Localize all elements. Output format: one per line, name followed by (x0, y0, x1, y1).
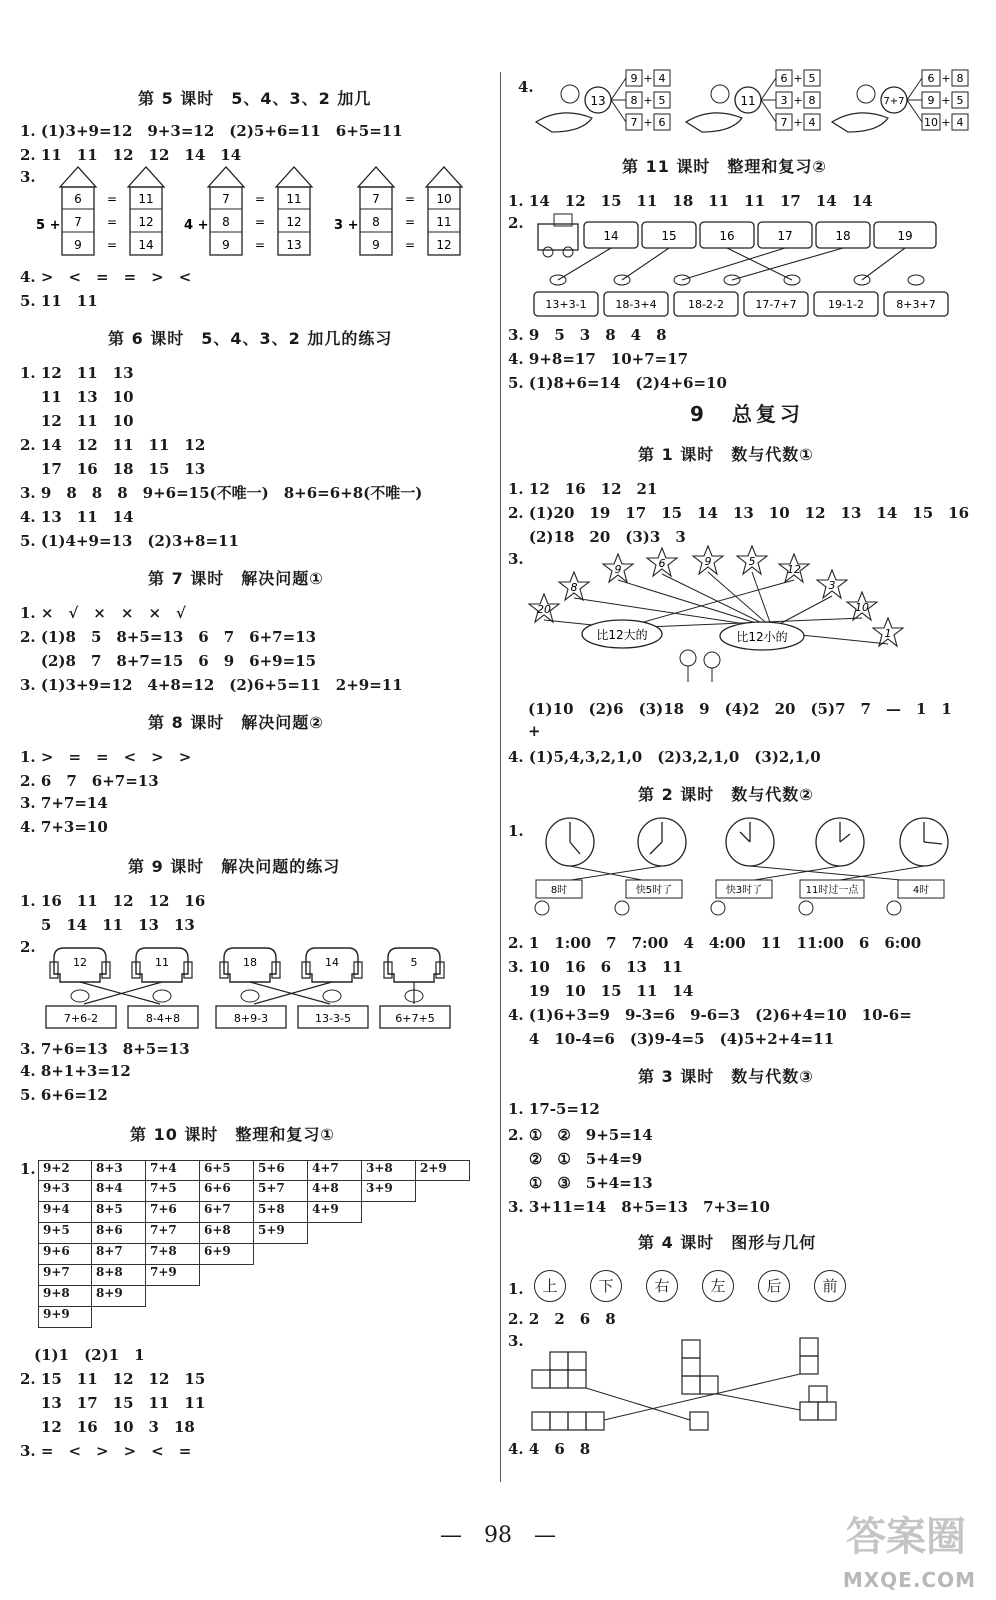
svg-text:8时: 8时 (550, 885, 568, 896)
matching-lines (80, 982, 414, 1004)
svg-text:11: 11 (155, 956, 169, 969)
table-cell: 9+6 (38, 1244, 92, 1265)
svg-text:快5时了: 快5时了 (635, 885, 673, 896)
cat-icon (857, 85, 875, 103)
direction-circle: 前 (814, 1270, 846, 1302)
svg-text:9: 9 (614, 563, 622, 576)
table-cell: 8+7 (92, 1244, 146, 1265)
table-cell: 9+5 (38, 1223, 92, 1244)
review-2-title: 第 2 课时 数与代数② (638, 785, 814, 804)
answer-line: 5. 6+6=12 (20, 1086, 108, 1104)
sofa-icon (132, 948, 192, 982)
dolphin-icon (536, 113, 592, 132)
svg-text:+: + (793, 116, 803, 129)
svg-text:快3时了: 快3时了 (725, 885, 763, 896)
svg-text:12: 12 (138, 215, 154, 229)
answer-line: + (528, 722, 541, 740)
puppy-icons (71, 990, 423, 1002)
svg-text:18-2-2: 18-2-2 (688, 298, 724, 311)
svg-text:6: 6 (927, 72, 935, 85)
svg-text:8-4+8: 8-4+8 (145, 1012, 181, 1025)
table-cell: 9+8 (38, 1286, 92, 1307)
table-cell: 7+4 (146, 1160, 200, 1181)
svg-text:+: + (941, 94, 951, 107)
table-cell: 6+9 (200, 1244, 254, 1265)
svg-text:+: + (941, 116, 951, 129)
answer-line: 3. 7+6=13 8+5=13 (20, 1040, 190, 1058)
answer-line: 3. 7+7=14 (20, 794, 108, 812)
svg-text:=: = (404, 238, 416, 252)
table-cell: 9+9 (38, 1307, 92, 1328)
sofa-icon (302, 948, 362, 982)
bubble-greater: 比12大的 (596, 628, 648, 642)
svg-text:8: 8 (372, 215, 380, 229)
svg-text:7: 7 (372, 192, 380, 206)
svg-text:14: 14 (138, 238, 154, 252)
answer-line: 3. 10 16 6 13 11 (508, 958, 683, 976)
train-cars (584, 222, 936, 248)
expression-cards (46, 1006, 450, 1028)
answer-line: 4. (1)6+3=9 9-3=6 9-6=3 (2)6+4=10 10-6= (508, 1006, 912, 1024)
svg-text:11时过一点: 11时过一点 (805, 885, 859, 896)
svg-text:4: 4 (956, 116, 964, 129)
table-cell: 3+8 (362, 1160, 416, 1181)
svg-text:12: 12 (436, 238, 452, 252)
answer-line: 3. (508, 550, 524, 568)
sofa-icon (50, 948, 110, 982)
addend-label: 3 + (334, 218, 359, 233)
answer-line: 4. 13 11 14 (20, 508, 134, 526)
svg-text:7: 7 (630, 116, 638, 129)
answer-line: 5. 11 11 (20, 292, 98, 310)
answer-line: 4. (518, 78, 534, 96)
svg-text:10: 10 (855, 601, 869, 614)
sofa-group (50, 948, 444, 982)
table-cell: 7+5 (146, 1181, 200, 1202)
svg-text:19: 19 (897, 229, 913, 243)
svg-text:9: 9 (927, 94, 935, 107)
addend-label: 4 + (184, 218, 209, 233)
svg-text:8: 8 (630, 94, 638, 107)
answer-line: 13 17 15 11 11 (20, 1394, 206, 1412)
dolphin-icon (686, 113, 742, 132)
svg-text:6: 6 (658, 557, 666, 570)
svg-text:5: 5 (956, 94, 964, 107)
table-cell: 7+6 (146, 1202, 200, 1223)
table-cell: 6+7 (200, 1202, 254, 1223)
answer-line: 2. (1)20 19 17 15 14 13 10 12 13 14 15 16 (508, 504, 970, 522)
svg-text:7: 7 (74, 215, 82, 229)
answer-line: 19 10 15 11 14 (508, 982, 694, 1000)
direction-circle: 下 (590, 1270, 622, 1302)
answer-line: 4. > < = = > < (20, 268, 192, 286)
svg-text:12: 12 (787, 563, 801, 576)
svg-text:7: 7 (780, 116, 788, 129)
svg-text:13: 13 (286, 238, 302, 252)
cat-icon (711, 85, 729, 103)
svg-text:18: 18 (243, 956, 257, 969)
watermark-logo: 答案圈 (846, 1514, 966, 1560)
house-group-1 (36, 167, 164, 255)
house-group-3 (334, 167, 462, 255)
watermark-url: MXQE.COM (842, 1568, 976, 1592)
answer-line: 1. 12 11 13 (20, 364, 134, 382)
answer-line: 2. 11 11 12 12 14 14 (20, 146, 242, 164)
sign-cards (536, 880, 944, 898)
svg-text:10: 10 (924, 116, 938, 129)
dolphin-icon (832, 113, 888, 132)
cube-matching-diagram (522, 1330, 842, 1434)
table-cell: 8+4 (92, 1181, 146, 1202)
addition-table (38, 1160, 470, 1328)
answer-line: 2. ① ② 9+5=14 (508, 1126, 653, 1144)
svg-text:6: 6 (658, 116, 666, 129)
svg-text:15: 15 (661, 229, 677, 243)
answer-line: 4 10-4=6 (3)9-4=5 (4)5+2+4=11 (508, 1030, 835, 1048)
svg-text:8: 8 (570, 581, 578, 594)
answer-line: 11 13 10 (20, 388, 134, 406)
cube-shapes (532, 1338, 836, 1430)
svg-text:=: = (404, 215, 416, 229)
sofa-icon (384, 948, 444, 982)
review-3-title: 第 3 课时 数与代数③ (638, 1067, 814, 1086)
table-cell: 6+8 (200, 1223, 254, 1244)
svg-text:9: 9 (222, 238, 230, 252)
svg-text:=: = (106, 215, 118, 229)
table-cell: 8+3 (92, 1160, 146, 1181)
answer-line: (2)18 20 (3)3 3 (508, 528, 686, 546)
table-cell: 9+3 (38, 1181, 92, 1202)
svg-text:+: + (941, 72, 951, 85)
table-cell: 4+7 (308, 1160, 362, 1181)
table-cell: 3+9 (362, 1181, 416, 1202)
answer-line: ① ③ 5+4=13 (508, 1174, 653, 1192)
svg-text:8: 8 (808, 94, 816, 107)
svg-text:5: 5 (658, 94, 666, 107)
answer-line: 4. 4 6 8 (508, 1440, 591, 1458)
answer-line: 2. 1 1:00 7 7:00 4 4:00 11 11:00 6 6:00 (508, 934, 922, 952)
review-1-title: 第 1 课时 数与代数① (638, 445, 814, 464)
table-cell: 8+9 (92, 1286, 146, 1307)
svg-text:13: 13 (590, 94, 606, 108)
sofa-icon (220, 948, 280, 982)
kid-icons (535, 901, 901, 915)
answer-line: 2. (1)8 5 8+5=13 6 7 6+7=13 (20, 628, 317, 646)
answer-line: 17 16 18 15 13 (20, 460, 206, 478)
answer-line: 3. 3+11=14 8+5=13 7+3=10 (508, 1198, 770, 1216)
svg-text:9: 9 (74, 238, 82, 252)
svg-text:18-3+4: 18-3+4 (615, 298, 657, 311)
svg-text:7: 7 (222, 192, 230, 206)
svg-text:6: 6 (780, 72, 788, 85)
answer-line: 4. 9+8=17 10+7=17 (508, 350, 689, 368)
answer-line: 2. 2 2 6 8 (508, 1310, 616, 1328)
table-cell: 7+9 (146, 1265, 200, 1286)
answer-line: 2. 15 11 12 12 15 (20, 1370, 206, 1388)
lesson-7-title: 第 7 课时 解决问题① (148, 569, 324, 588)
svg-text:8: 8 (222, 215, 230, 229)
svg-text:9: 9 (704, 555, 712, 568)
unit-title: 9 总复习 (690, 402, 804, 426)
answer-line: 2. (20, 938, 36, 956)
table-cell: 9+2 (38, 1160, 92, 1181)
svg-text:9: 9 (372, 238, 380, 252)
sum-group-3 (832, 70, 968, 132)
clock-icons (546, 818, 948, 866)
answer-line: 3. (1)3+9=12 4+8=12 (2)6+5=11 2+9=11 (20, 676, 403, 694)
answer-line: 5. (1)8+6=14 (2)4+6=10 (508, 374, 727, 392)
table-cell: 8+6 (92, 1223, 146, 1244)
svg-text:16: 16 (719, 229, 735, 243)
answer-line: 12 16 10 3 18 (20, 1418, 195, 1436)
answer-line: 1. 14 12 15 11 18 11 11 17 14 14 (508, 192, 873, 210)
children-icon (680, 650, 720, 682)
svg-text:11: 11 (740, 94, 756, 108)
lesson-9-title: 第 9 课时 解决问题的练习 (128, 857, 341, 876)
answer-line: 1. 12 16 12 21 (508, 480, 658, 498)
answer-line: 3. = < > > < = (20, 1442, 192, 1460)
svg-text:8+3+7: 8+3+7 (896, 298, 936, 311)
svg-text:=: = (254, 238, 266, 252)
direction-circle: 上 (534, 1270, 566, 1302)
table-cell: 4+9 (308, 1202, 362, 1223)
bubble-less: 比12小的 (736, 630, 788, 644)
svg-text:+: + (793, 94, 803, 107)
answer-line: 1. (1)3+9=12 9+3=12 (2)5+6=11 6+5=11 (20, 122, 403, 140)
sum-group-1 (536, 70, 670, 132)
svg-text:6+7+5: 6+7+5 (395, 1012, 435, 1025)
answer-line: 2. 6 7 6+7=13 (20, 772, 159, 790)
svg-text:19-1-2: 19-1-2 (828, 298, 864, 311)
svg-text:14: 14 (325, 956, 339, 969)
svg-text:=: = (404, 192, 416, 206)
table-cell: 8+5 (92, 1202, 146, 1223)
table-cell: 5+6 (254, 1160, 308, 1181)
svg-text:3: 3 (780, 94, 788, 107)
train-matching-diagram (532, 210, 972, 322)
svg-text:17: 17 (777, 229, 793, 243)
answer-line: 1. 16 11 12 12 16 (20, 892, 206, 910)
svg-text:+: + (643, 94, 653, 107)
page-number: — 98 — (440, 1523, 556, 1548)
direction-circle: 左 (702, 1270, 734, 1302)
svg-text:13+3-1: 13+3-1 (545, 298, 587, 311)
table-cell: 6+6 (200, 1181, 254, 1202)
svg-text:11: 11 (436, 215, 452, 229)
lesson-11-title: 第 11 课时 整理和复习② (622, 157, 827, 176)
table-cell: 5+7 (254, 1181, 308, 1202)
lesson-8-title: 第 8 课时 解决问题② (148, 713, 324, 732)
svg-text:5: 5 (808, 72, 816, 85)
answer-line: 4. 8+1+3=12 (20, 1062, 131, 1080)
lesson-10-title: 第 10 课时 整理和复习① (130, 1125, 335, 1144)
answer-line: 1. (508, 822, 524, 840)
svg-text:=: = (106, 192, 118, 206)
table-cell: 6+5 (200, 1160, 254, 1181)
table-cell: 4+8 (308, 1181, 362, 1202)
svg-text:11: 11 (286, 192, 302, 206)
answer-line: (1)1 (2)1 1 (34, 1346, 145, 1364)
table-cell: 9+7 (38, 1265, 92, 1286)
svg-text:3: 3 (828, 579, 836, 592)
answer-line: 3. (20, 168, 36, 186)
star-sorting-diagram (522, 540, 962, 690)
direction-circles (534, 1270, 870, 1302)
table-cell: 7+8 (146, 1244, 200, 1265)
lesson-5-title: 第 5 课时 5、4、3、2 加几 (138, 89, 372, 108)
table-cell: 7+7 (146, 1223, 200, 1244)
answer-line: 4. (1)5,4,3,2,1,0 (2)3,2,1,0 (3)2,1,0 (508, 748, 821, 766)
svg-text:4: 4 (658, 72, 666, 85)
answer-line: 3. 9 8 8 8 9+6=15(不唯一) 8+6=6+8(不唯一) (20, 484, 423, 502)
animal-icons (550, 275, 924, 285)
svg-text:11: 11 (138, 192, 154, 206)
answer-line: ② ① 5+4=9 (508, 1150, 643, 1168)
answer-line: (2)8 7 8+7=15 6 9 6+9=15 (20, 652, 317, 670)
house-addition-diagram (20, 165, 490, 265)
lesson-6-title: 第 6 课时 5、4、3、2 加几的练习 (108, 329, 393, 348)
review-4-title: 第 4 课时 图形与几何 (638, 1233, 817, 1252)
answer-line: 1. (20, 1160, 36, 1178)
answer-line: 1. × √ × × × √ (20, 604, 186, 622)
table-cell: 9+4 (38, 1202, 92, 1223)
svg-text:7+6-2: 7+6-2 (63, 1012, 99, 1025)
direction-circle: 后 (758, 1270, 790, 1302)
answer-line: 2. (508, 214, 524, 232)
svg-text:5: 5 (748, 555, 756, 568)
expression-cards (534, 292, 948, 316)
answer-line: 3. (508, 1332, 524, 1350)
train-engine-icon (538, 214, 578, 257)
answer-line: (1)10 (2)6 (3)18 9 (4)2 20 (5)7 7 — 1 1 (528, 700, 952, 718)
sofa-matching-diagram (40, 940, 480, 1032)
answer-line: 1. > = = < > > (20, 748, 192, 766)
svg-text:=: = (254, 215, 266, 229)
matching-lines (586, 1374, 800, 1420)
svg-text:17-7+7: 17-7+7 (755, 298, 797, 311)
house-group-2 (184, 167, 312, 255)
answer-line: 5. (1)4+9=13 (2)3+8=11 (20, 532, 239, 550)
svg-text:8+9-3: 8+9-3 (233, 1012, 269, 1025)
answer-line: 12 11 10 (20, 412, 134, 430)
svg-text:1: 1 (884, 627, 892, 640)
table-cell: 8+8 (92, 1265, 146, 1286)
dolphin-sum-diagram (532, 66, 982, 140)
addend-label: 5 + (36, 218, 61, 233)
svg-text:14: 14 (603, 229, 619, 243)
table-cell: 2+9 (416, 1160, 470, 1181)
table-cell: 5+8 (254, 1202, 308, 1223)
svg-text:7+7: 7+7 (883, 96, 905, 107)
answer-line: 5 14 11 13 13 (20, 916, 195, 934)
answer-line: 4. 7+3=10 (20, 818, 108, 836)
direction-circle: 右 (646, 1270, 678, 1302)
svg-text:5: 5 (410, 956, 418, 969)
clock-matching-diagram (522, 812, 962, 924)
svg-text:6: 6 (74, 192, 82, 206)
answer-line: 2. 14 12 11 11 12 (20, 436, 206, 454)
svg-text:10: 10 (436, 192, 452, 206)
svg-text:+: + (643, 116, 653, 129)
answer-line: 3. 9 5 3 8 4 8 (508, 326, 667, 344)
svg-text:8: 8 (956, 72, 964, 85)
svg-text:+: + (643, 72, 653, 85)
column-divider (500, 72, 501, 1482)
svg-text:12: 12 (73, 956, 87, 969)
svg-text:+: + (793, 72, 803, 85)
table-cell: 5+9 (254, 1223, 308, 1244)
svg-text:9: 9 (630, 72, 638, 85)
svg-text:4时: 4时 (912, 885, 930, 896)
sum-group-2 (686, 70, 820, 132)
svg-text:=: = (106, 238, 118, 252)
svg-text:20: 20 (537, 603, 551, 616)
svg-text:4: 4 (808, 116, 816, 129)
svg-text:18: 18 (835, 229, 851, 243)
answer-line: 1. 17-5=12 (508, 1100, 600, 1118)
svg-text:=: = (254, 192, 266, 206)
cat-icon (561, 85, 579, 103)
svg-text:13-3-5: 13-3-5 (315, 1012, 351, 1025)
answer-line: 1. (508, 1280, 524, 1298)
svg-text:12: 12 (286, 215, 302, 229)
